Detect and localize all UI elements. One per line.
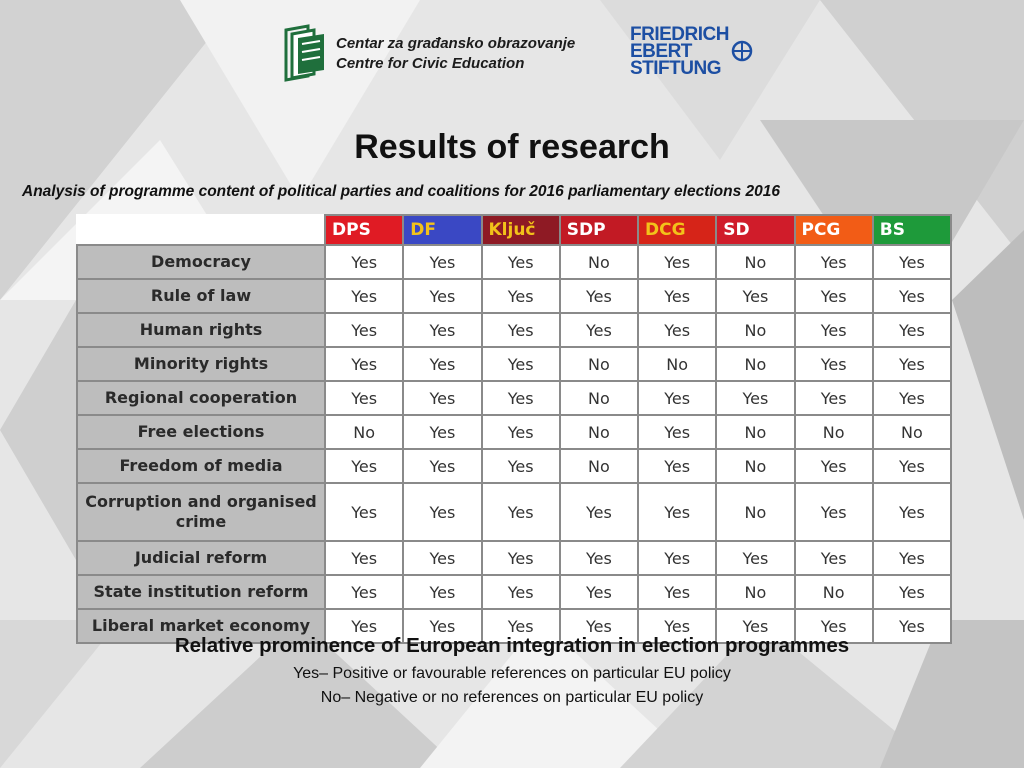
table-cell: Yes <box>482 381 560 415</box>
table-cell: Yes <box>638 279 716 313</box>
table-row <box>77 415 951 449</box>
table-cell: No <box>716 483 794 541</box>
table-cell: No <box>716 415 794 449</box>
table-row <box>77 313 951 347</box>
table-cell: Yes <box>482 279 560 313</box>
table-cell: Yes <box>638 609 716 643</box>
table-cell: Yes <box>795 347 873 381</box>
table-cell: Yes <box>403 313 481 347</box>
table-cell: Yes <box>560 541 638 575</box>
table-cell: Yes <box>873 279 951 313</box>
party-header-df: DF <box>403 215 481 245</box>
table-cell: Yes <box>560 575 638 609</box>
table-cell: Yes <box>638 483 716 541</box>
page-title: Results of research <box>354 128 670 166</box>
table-cell: Yes <box>325 313 403 347</box>
table-cell: No <box>873 415 951 449</box>
row-label: Liberal market economy <box>77 609 325 643</box>
table-cell: Yes <box>325 575 403 609</box>
table-cell: No <box>795 415 873 449</box>
table-cell: Yes <box>482 449 560 483</box>
table-row <box>77 575 951 609</box>
table-cell: Yes <box>560 279 638 313</box>
row-label: Minority rights <box>77 347 325 381</box>
fes-word-1: FRIEDRICH <box>630 24 729 45</box>
results-table <box>76 214 952 636</box>
table-cell: Yes <box>873 347 951 381</box>
party-header-dps: DPS <box>325 215 403 245</box>
table-cell: No <box>716 313 794 347</box>
table-cell: Yes <box>403 245 481 279</box>
table-cell: Yes <box>795 449 873 483</box>
table-cell: Yes <box>716 279 794 313</box>
table-cell: Yes <box>560 313 638 347</box>
row-label: Rule of law <box>77 279 325 313</box>
table-cell: Yes <box>482 245 560 279</box>
table-cell: No <box>560 381 638 415</box>
table-cell: No <box>560 347 638 381</box>
table-cell: Yes <box>638 245 716 279</box>
table-cell: No <box>795 575 873 609</box>
table-cell: Yes <box>638 313 716 347</box>
table-row <box>77 347 951 381</box>
table-cell: Yes <box>325 449 403 483</box>
table-cell: No <box>716 449 794 483</box>
table-cell: Yes <box>482 575 560 609</box>
table-cell: Yes <box>716 609 794 643</box>
table-cell: Yes <box>716 381 794 415</box>
table-row <box>77 483 951 541</box>
party-header-ključ: Ključ <box>482 215 560 245</box>
table-cell: Yes <box>325 609 403 643</box>
table-cell: Yes <box>873 449 951 483</box>
table-cell: Yes <box>638 415 716 449</box>
table-cell: Yes <box>482 347 560 381</box>
table-cell: Yes <box>795 483 873 541</box>
table-corner-cell <box>77 215 325 245</box>
table-cell: Yes <box>325 347 403 381</box>
row-label: State institution reform <box>77 575 325 609</box>
table-cell: Yes <box>873 313 951 347</box>
table-cell: Yes <box>482 483 560 541</box>
fes-word-3: STIFTUNG <box>630 58 721 79</box>
party-header-pcg: PCG <box>795 215 873 245</box>
table-cell: Yes <box>325 245 403 279</box>
table-cell: No <box>716 575 794 609</box>
legend-yes-note: Yes– Positive or favourable references on particular EU policy <box>293 665 731 682</box>
globe-icon <box>731 40 753 62</box>
table-cell: Yes <box>403 541 481 575</box>
table-cell: Yes <box>795 541 873 575</box>
table-cell: Yes <box>325 279 403 313</box>
page-subtitle: Analysis of programme content of political parties and coalitions for 2016 parliamentary elections 2016 <box>22 183 781 200</box>
table-cell: Yes <box>403 483 481 541</box>
table-cell: Yes <box>873 609 951 643</box>
table-row <box>77 381 951 415</box>
table-cell: Yes <box>638 449 716 483</box>
table-cell: Yes <box>638 541 716 575</box>
table-cell: Yes <box>716 541 794 575</box>
table-cell: No <box>560 245 638 279</box>
table-cell: Yes <box>795 279 873 313</box>
table-cell: No <box>716 245 794 279</box>
legend-heading: Relative prominence of European integration in election programmes <box>174 634 850 657</box>
table-row <box>77 279 951 313</box>
row-label: Corruption and organised crime <box>77 483 325 541</box>
table-cell: Yes <box>325 483 403 541</box>
table-row <box>77 449 951 483</box>
table-cell: Yes <box>325 541 403 575</box>
table-row <box>77 541 951 575</box>
table-cell: No <box>638 347 716 381</box>
party-header-bs: BS <box>873 215 951 245</box>
party-header-dcg: DCG <box>638 215 716 245</box>
row-label: Judicial reform <box>77 541 325 575</box>
table-cell: Yes <box>873 245 951 279</box>
cce-name-local: Centar za građansko obrazovanje <box>336 35 576 52</box>
table-cell: Yes <box>873 483 951 541</box>
table-cell: No <box>560 449 638 483</box>
table-cell: Yes <box>482 415 560 449</box>
table-cell: No <box>325 415 403 449</box>
row-label: Regional cooperation <box>77 381 325 415</box>
legend-no-note: No– Negative or no references on particular EU policy <box>320 689 704 706</box>
cce-logo <box>280 24 575 84</box>
table-cell: Yes <box>873 541 951 575</box>
row-label: Free elections <box>77 415 325 449</box>
table-cell: Yes <box>795 245 873 279</box>
table-cell: Yes <box>325 381 403 415</box>
table-cell: Yes <box>795 381 873 415</box>
table-cell: Yes <box>403 347 481 381</box>
cce-name-english: Centre for Civic Education <box>336 55 525 72</box>
table-cell: Yes <box>560 483 638 541</box>
row-label: Freedom of media <box>77 449 325 483</box>
fes-logo <box>630 26 753 77</box>
table-cell: Yes <box>403 609 481 643</box>
table-cell: Yes <box>560 609 638 643</box>
party-header-sdp: SDP <box>560 215 638 245</box>
table-cell: Yes <box>403 415 481 449</box>
table-cell: Yes <box>795 609 873 643</box>
table-cell: Yes <box>638 381 716 415</box>
table-cell: No <box>716 347 794 381</box>
table-cell: Yes <box>873 575 951 609</box>
table-cell: No <box>560 415 638 449</box>
table-cell: Yes <box>482 313 560 347</box>
book-icon <box>280 24 330 84</box>
table-row <box>77 245 951 279</box>
party-header-sd: SD <box>716 215 794 245</box>
table-cell: Yes <box>795 313 873 347</box>
table-header-row <box>77 215 951 245</box>
table-cell: Yes <box>482 609 560 643</box>
table-cell: Yes <box>403 381 481 415</box>
fes-word-2: EBERT <box>630 41 692 62</box>
table-cell: Yes <box>403 575 481 609</box>
row-label: Human rights <box>77 313 325 347</box>
table-cell: Yes <box>873 381 951 415</box>
table-cell: Yes <box>403 449 481 483</box>
table-cell: Yes <box>482 541 560 575</box>
table-cell: Yes <box>403 279 481 313</box>
row-label: Democracy <box>77 245 325 279</box>
table-cell: Yes <box>638 575 716 609</box>
